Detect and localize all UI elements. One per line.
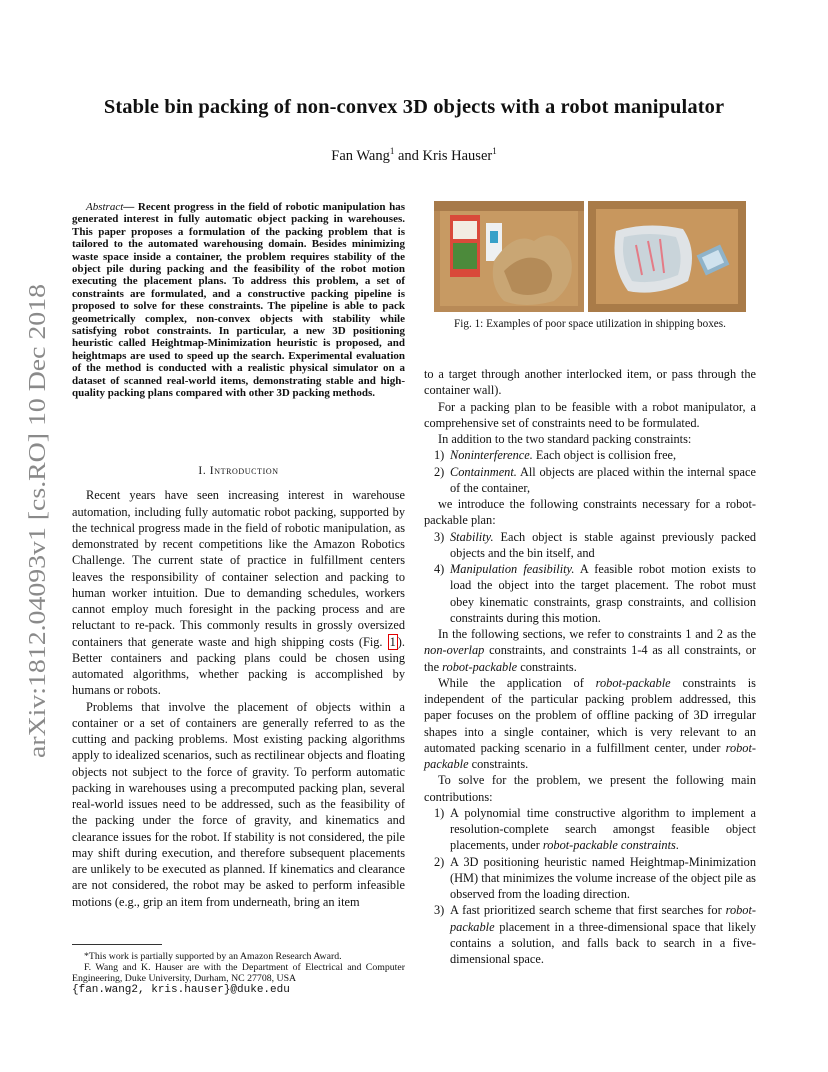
list-item — [424, 805, 756, 854]
paragraph: For a packing plan to be feasible with a robot manipulator, a comprehensive set of constraints need to be formulated. — [424, 399, 756, 430]
emphasis: robot-packable — [424, 740, 756, 771]
list-number: 4) — [434, 562, 445, 576]
paragraph: to a target through another interlocked item, or pass through the container wall). — [424, 367, 756, 398]
list-item — [424, 529, 756, 562]
abstract-text: Recent progress in the field of robotic manipulation has generated interest in fully automatic object packing in warehouses. This paper proposes a formulation of the packing problem that is tailored to the automated warehousing domain. Besides minimizing waste space inside a container, the problem requires stability of the object pile during packing and the feasibility of the robot motion executing the placement plans. To address this problem, a set of constraints are formulated, and a constructive packing pipeline is proposed to solve for these constraints. The pipeline is able to pack geometrically complex, non-convex objects with stability while satisfying robot constraints. In particular, a new 3D positioning heuristic called Heightmap-Minimization heuristic is proposed, and heightmaps are used to speed up the search. Experimental evaluation of the method is conducted with a realistic physical simulator on a dataset of scanned real-world items, demonstrating stable and high-quality packing plans compared with other 3D packing methods. — [72, 201, 406, 400]
list-text: A polynomial time constructive algorithm to implement a resolution-complete search amongst feasible object placements, under — [450, 805, 756, 853]
emphasis: robot-packable — [442, 659, 518, 674]
footnote: F. Wang and K. Hauser are with the Department of Electrical and Computer Engineering, Duke University, Durham, NC 27708, USA — [72, 962, 405, 985]
list-number: 1) — [434, 448, 445, 463]
constraint-list — [424, 529, 756, 627]
paragraph-text: constraints. — [517, 659, 577, 674]
constraint-name: Containment. — [450, 464, 517, 479]
author-affiliation-mark: 1 — [492, 146, 497, 156]
paragraph — [424, 675, 756, 773]
emphasis: robot-packable — [450, 903, 756, 934]
contribution-list — [424, 805, 756, 968]
list-text: placement in a three-dimensional space that likely contains a solution, and falls back to search in a five-dimensional space. — [450, 919, 756, 966]
packing-photo-left — [434, 201, 584, 312]
list-text: A fast prioritized search scheme that first searches for — [450, 903, 726, 918]
paragraph-text: constraints is independent of the particular packing problem addressed, this paper focuses on the problem of offline packing of 3D irregular shapes into a single container, which is very relevant to an automated packing scenario in a fulfillment center, under — [424, 675, 756, 755]
paragraph — [424, 626, 756, 675]
footnote-rule — [72, 944, 162, 945]
paragraph: Problems that involve the placement of objects within a container or a set of containers are generally referred to as the cutting and packing problems. Most existing packing algorithms apply to idealized scenarios, such as rectilinear objects and floating objects not subject to the force of gravity. To perform automatic packing in warehouses using a precomputed packing plan, several real-world issues need to be addressed, such as the feasibility of the packing under the force of gravity, and kinematics and clearance issues for the robot. If stability is not considered, the pile may shift during execution, and therefore subsequent placements are unlikely to be executed as planned. If kinematics and clearance are not considered, the robot may be asked to perform infeasible motions (e.g., grip an item from underneath, bring an item — [72, 699, 405, 909]
list-item — [424, 854, 756, 903]
list-number: 1) — [434, 805, 445, 820]
figure-reference-link[interactable]: 1 — [389, 634, 396, 649]
list-item — [424, 902, 756, 967]
arxiv-stamp-text: arXiv:1812.04093v1 [cs.RO] 10 Dec 2018 — [25, 348, 51, 758]
paragraph-text: ). Better containers and packing plans could be chosen using automated algorithms, whether packing is accomplished by humans or robots. — [72, 634, 405, 698]
constraint-list — [424, 447, 756, 496]
list-text: . — [675, 838, 679, 853]
list-text: A feasible robot motion exists to load the object into the target placement. The robot must obey kinematic constraints, grasp constraints, and collision constraints during this motion. — [450, 562, 756, 625]
author-conjunction: and — [394, 147, 423, 164]
list-item — [424, 464, 756, 497]
paragraph: In addition to the two standard packing constraints: — [438, 432, 692, 446]
constraint-name: Manipulation feasibility. — [450, 562, 575, 576]
footnote-emails: {fan.wang2, kris.hauser}@duke.edu — [72, 983, 290, 996]
abstract-label: Abstract — [86, 201, 124, 213]
paragraph-text: Recent years have seen increasing interest in warehouse automation, including fully automatic robot packing, supported by the technical progress made in the field of robotic manipulation, as demonstrated by recent competitions like the Amazon Robotics Challenge. The current state of practice in fulfillment centers leaves the responsibility of container selection and packing to human worker intuition. Due to demanding schedules, workers cannot employ much foresight in the packing process and are reluctant to re-pack. This commonly results in grossly oversized containers that generate waste and high shipping costs (Fig. — [72, 488, 405, 649]
section-heading: I. Introduction — [198, 465, 279, 477]
constraint-name: Stability. — [450, 529, 494, 544]
paragraph-text: While the application of — [438, 675, 596, 690]
figure-1 — [434, 201, 746, 313]
list-item — [424, 561, 756, 626]
footnote: *This work is partially supported by an Amazon Research Award. — [84, 951, 342, 962]
paragraph-text: constraints. — [468, 757, 529, 771]
emphasis: robot-packable constraints — [542, 838, 676, 853]
author-name: Kris Hauser — [422, 147, 493, 164]
list-number: 3) — [434, 903, 445, 918]
list-text: A 3D positioning heuristic named Heightmap-Minimization (HM) that minimizes the volume increase of the object pile as observed from the loading direction. — [450, 854, 756, 901]
paper-title: Stable bin packing of non-convex 3D objects with a robot manipulator — [103, 96, 725, 118]
list-text: All objects are placed within the internal space of the container, — [450, 464, 756, 495]
emphasis: non-overlap — [424, 643, 485, 658]
author-affiliation-mark: 1 — [389, 146, 395, 156]
list-item — [424, 447, 756, 463]
list-number: 2) — [434, 854, 445, 869]
paragraph-text: constraints, and constraints 1-4 as all constraints, or the — [424, 643, 756, 674]
arxiv-stamp — [10, 280, 60, 760]
figure-caption: Fig. 1: Examples of poor space utilization in shipping boxes. — [454, 318, 726, 330]
paragraph: To solve for the problem, we present the following main contributions: — [424, 773, 756, 804]
constraint-name: Noninterference. — [450, 448, 533, 463]
list-number: 2) — [434, 464, 445, 479]
list-text: Each object is collision free, — [532, 448, 677, 463]
paragraph-text: In the following sections, we refer to constraints 1 and 2 as the — [438, 627, 756, 641]
paragraph — [72, 487, 405, 698]
right-column-text — [424, 366, 756, 967]
emphasis: robot-packable — [595, 675, 671, 690]
footnotes — [72, 944, 405, 996]
abstract-dash: — — [123, 201, 138, 213]
section-introduction — [72, 463, 405, 910]
paragraph: we introduce the following constraints necessary for a robot-packable plan: — [424, 497, 756, 528]
abstract — [72, 201, 405, 400]
list-number: 3) — [434, 529, 445, 544]
author-line — [0, 146, 828, 165]
author-name: Fan Wang — [331, 147, 390, 164]
list-text: Each object is stable against previously packed objects and the bin itself, and — [450, 529, 756, 560]
packing-photo-right — [588, 201, 746, 312]
